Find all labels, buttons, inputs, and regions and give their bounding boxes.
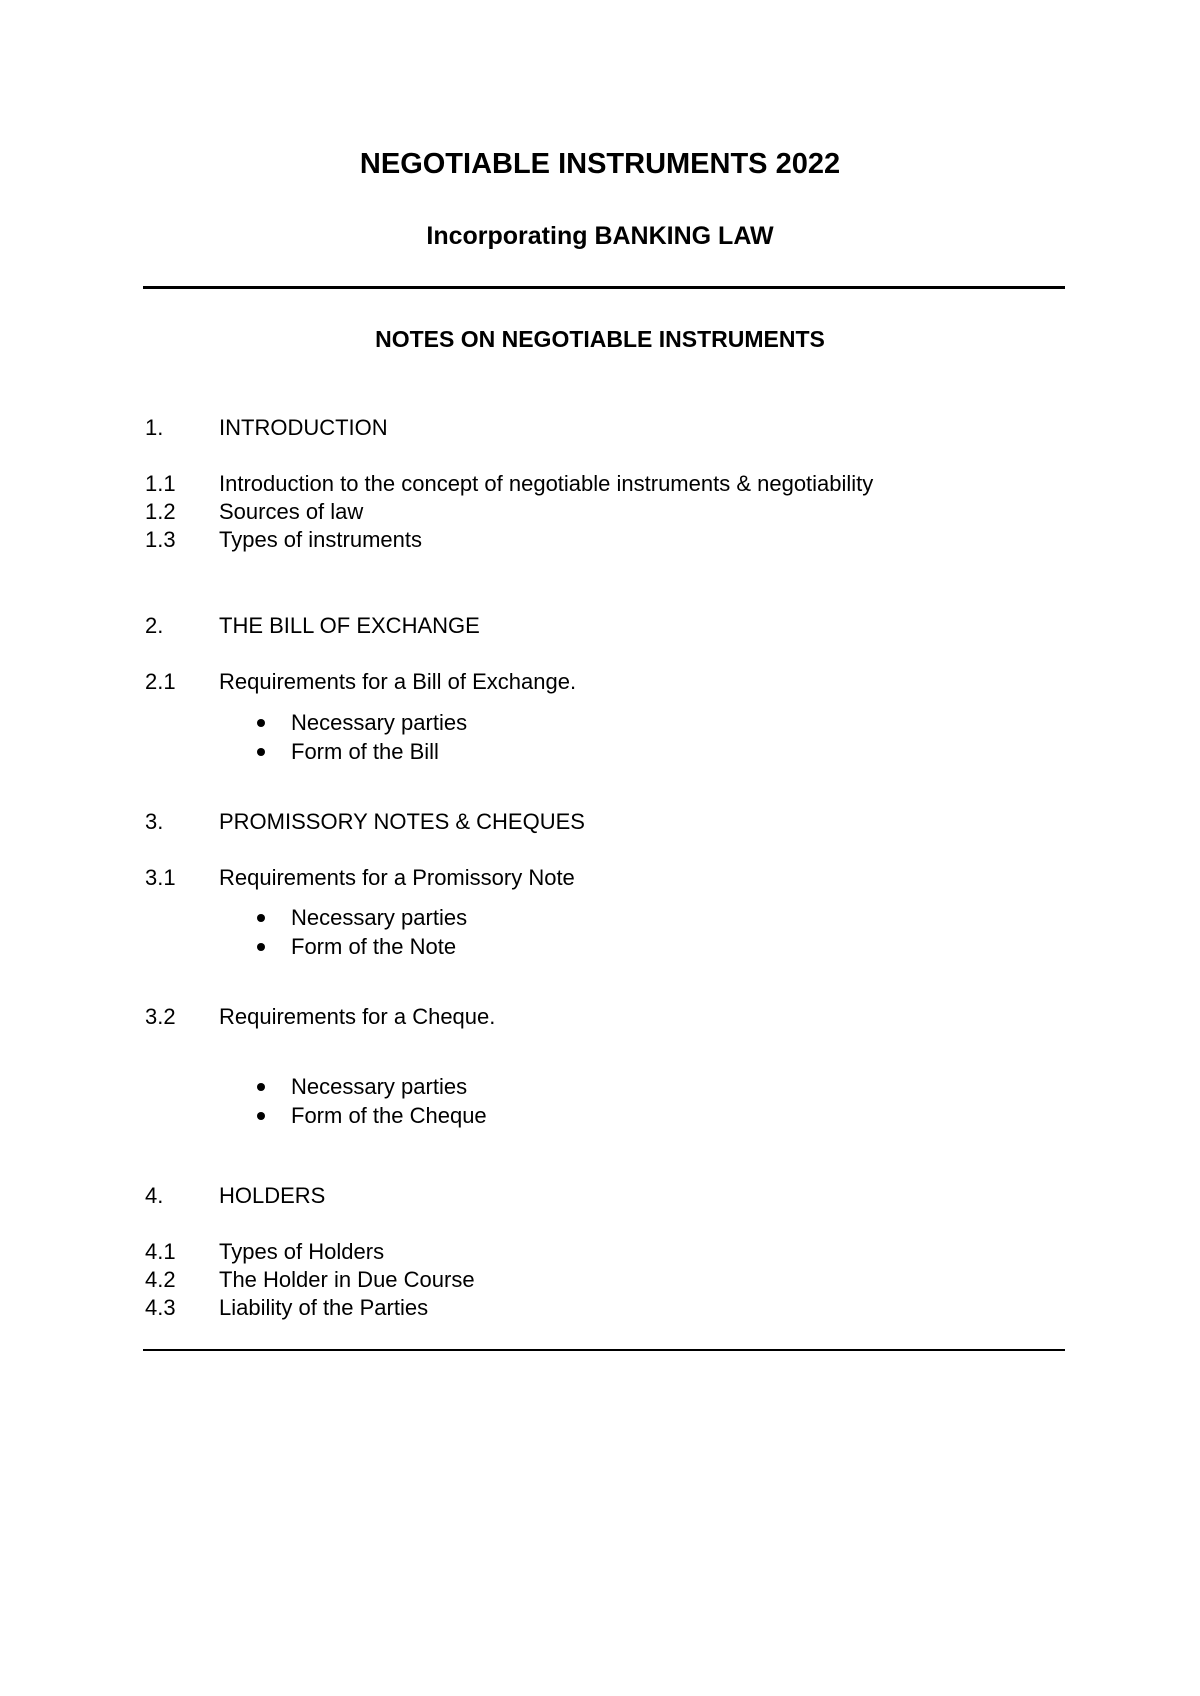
item-number: 1.3 bbox=[145, 527, 176, 552]
bullet-icon bbox=[257, 1112, 265, 1120]
document-title: NEGOTIABLE INSTRUMENTS 2022 bbox=[359, 148, 841, 180]
item-number: 1.2 bbox=[145, 499, 176, 524]
bullet-text: Necessary parties bbox=[291, 1074, 468, 1099]
bullet-icon bbox=[257, 1083, 265, 1091]
item-text: Liability of the Parties bbox=[219, 1295, 429, 1320]
section-number: 2. bbox=[145, 613, 164, 638]
bullet-text: Necessary parties bbox=[291, 710, 468, 735]
section-number: 4. bbox=[145, 1183, 164, 1208]
bullet-text: Necessary parties bbox=[291, 905, 468, 930]
item-text: Sources of law bbox=[219, 499, 364, 524]
item-text: Types of Holders bbox=[219, 1239, 385, 1264]
top-divider bbox=[143, 286, 1065, 289]
bullet-icon bbox=[257, 943, 265, 951]
item-text: Requirements for a Bill of Exchange. bbox=[219, 669, 577, 694]
item-text: Types of instruments bbox=[219, 527, 422, 552]
section-title: PROMISSORY NOTES & CHEQUES bbox=[219, 809, 585, 834]
item-text: Requirements for a Cheque. bbox=[219, 1004, 496, 1029]
item-number: 4.3 bbox=[145, 1295, 176, 1320]
notes-heading: NOTES ON NEGOTIABLE INSTRUMENTS bbox=[375, 326, 825, 352]
item-number: 2.1 bbox=[145, 669, 176, 694]
bullet-icon bbox=[257, 914, 265, 922]
bullet-text: Form of the Note bbox=[291, 934, 457, 959]
section-title: THE BILL OF EXCHANGE bbox=[219, 613, 480, 638]
section-number: 3. bbox=[145, 809, 164, 834]
item-number: 3.1 bbox=[145, 865, 176, 890]
item-text: Introduction to the concept of negotiable instruments & negotiability bbox=[219, 471, 874, 496]
item-number: 1.1 bbox=[145, 471, 176, 496]
bullet-text: Form of the Cheque bbox=[291, 1103, 487, 1128]
bullet-text: Form of the Bill bbox=[291, 739, 439, 764]
item-number: 4.2 bbox=[145, 1267, 176, 1292]
section-title: INTRODUCTION bbox=[219, 415, 388, 440]
item-number: 3.2 bbox=[145, 1004, 176, 1029]
item-number: 4.1 bbox=[145, 1239, 176, 1264]
section-title: HOLDERS bbox=[219, 1183, 326, 1208]
bullet-icon bbox=[257, 748, 265, 756]
section-number: 1. bbox=[145, 415, 164, 440]
bullet-icon bbox=[257, 719, 265, 727]
item-text: Requirements for a Promissory Note bbox=[219, 865, 575, 890]
item-text: The Holder in Due Course bbox=[219, 1267, 475, 1292]
document-subtitle: Incorporating BANKING LAW bbox=[426, 222, 774, 250]
bottom-divider bbox=[143, 1349, 1065, 1351]
